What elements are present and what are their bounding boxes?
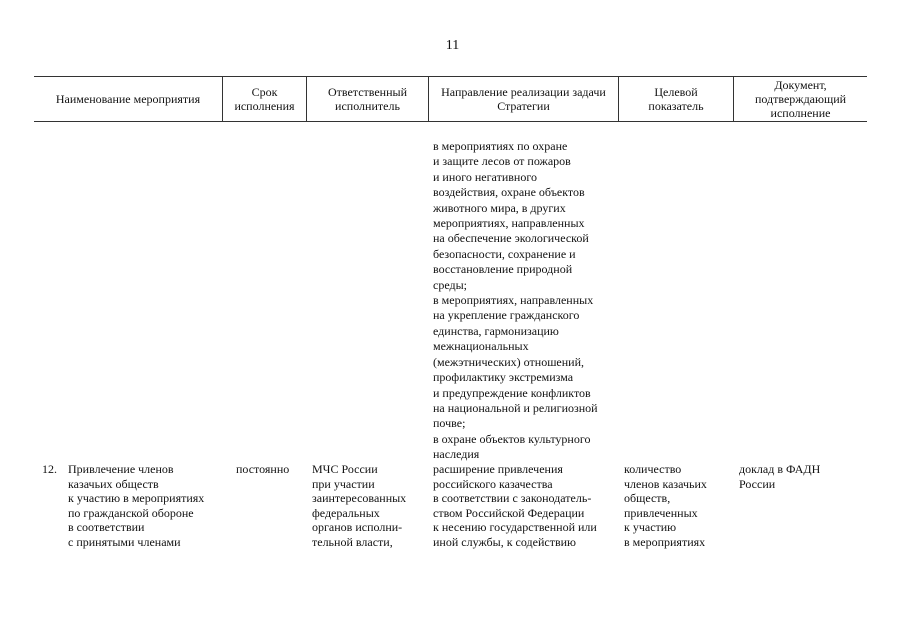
header-indicator: Целевой показатель (648, 85, 704, 113)
row-indicator: количество членов казачьих обществ, привлеченных к участию в мероприятиях (624, 462, 707, 549)
header-executor: Ответственный исполнитель (327, 85, 408, 113)
row-document: доклад в ФАДН России (739, 462, 821, 491)
header-bottom-border (34, 121, 867, 122)
header-document: Документ, подтверждающий исполнение (754, 78, 847, 120)
row-executor: МЧС России при участии заинтересованных федеральных органов исполни- тельной власти, (312, 462, 407, 549)
row-number: 12. (42, 462, 57, 476)
page-number: 11 (445, 38, 460, 53)
row-event-name: Привлечение членов казачьих обществ к участию в мероприятиях по гражданской обороне в соответствии с принятыми членами (68, 462, 205, 549)
header-event-name: Наименование мероприятия (55, 92, 201, 106)
header-deadline: Срок исполнения (234, 85, 295, 113)
continuation-direction-text: в мероприятиях по охране и защите лесов от пожаров и иного негативного воздействия, охране объектов животного мира, в других мероприятиях, направленных на обеспечение экологической безопасности, сохранение и восстановление природной среды; в мероприятиях, направленных на укрепление гражданского единства, гармонизацию межнациональных (межэтнических) отношений, профилактику экстремизма и предупреждение конфликтов на национальной и религиозной почве; в охране объектов культурного наследия (433, 139, 598, 462)
row-deadline: постоянно (236, 462, 290, 476)
row-direction: расширение привлечения российского казачества в соответствии с законодатель- ством Российской Федерации к несению государственной или иной службы, к содействию (433, 462, 597, 549)
header-direction: Направление реализации задачи Стратегии (441, 85, 606, 113)
